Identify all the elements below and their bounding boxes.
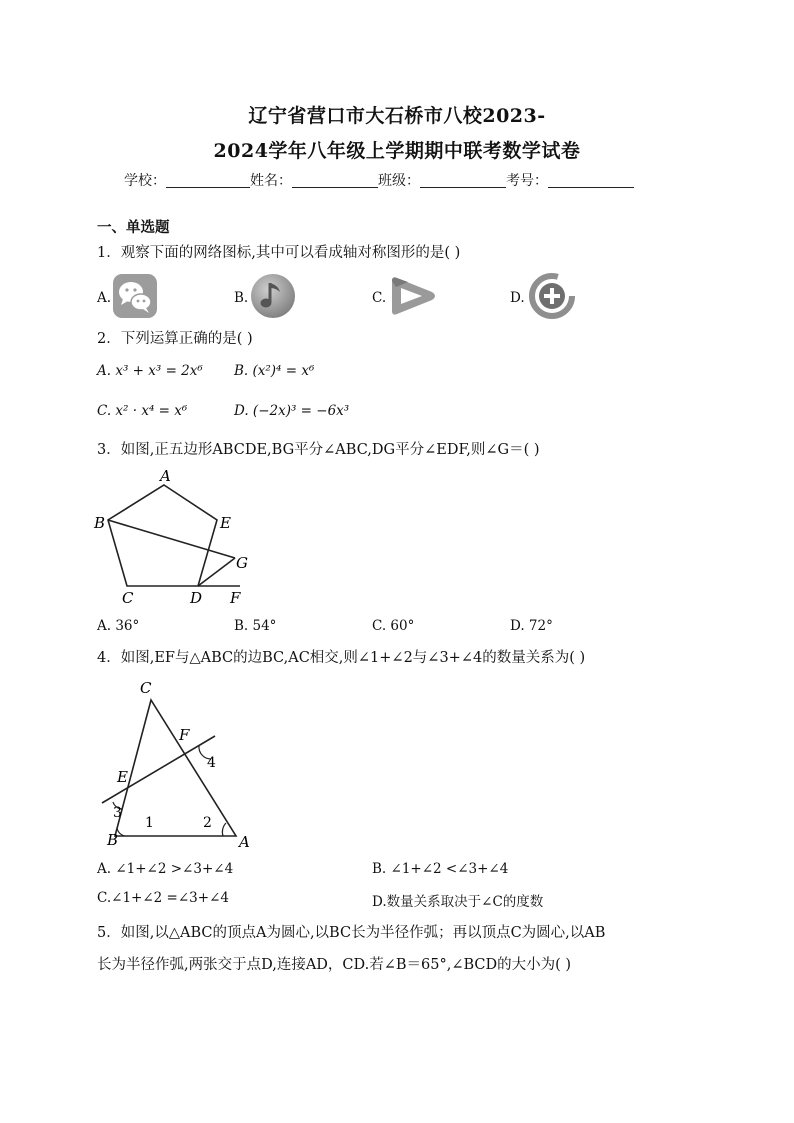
angle-label-4: 4	[207, 755, 216, 771]
triangle-abc	[115, 700, 236, 836]
name-label: 姓名：	[250, 173, 292, 189]
plus-refresh-icon	[528, 272, 574, 318]
q3-option-d: D. 72°	[510, 618, 553, 634]
number-label: 考号：	[506, 173, 548, 189]
question-4: 4．如图,EF与△ABC的边BC,AC相交,则∠1+∠2与∠3+∠4的数量关系为( )	[97, 650, 586, 666]
exam-title-line2: 2024学年八年级上学期期中联考数学试卷	[213, 140, 581, 162]
q4-option-a: A. ∠1+∠2 >∠3+∠4	[97, 861, 234, 877]
q2-option-a: A. x³ + x³ = 2x⁶	[97, 363, 203, 379]
school-label: 学校：	[124, 173, 166, 189]
label-a: A	[160, 467, 171, 485]
bisector-dg	[198, 558, 235, 586]
question-3: 3．如图,正五边形ABCDE,BG平分∠ABC,DG平分∠EDF,则∠G＝( )	[97, 442, 540, 458]
q3-option-a: A. 36°	[97, 618, 140, 634]
q1-option-c: C.	[372, 290, 387, 306]
angle-label-2: 2	[203, 815, 212, 831]
pentagon-figure	[90, 462, 260, 607]
section-heading: 一、单选题	[97, 219, 170, 236]
q2-option-b: B. (x²)⁴ = x⁶	[234, 363, 315, 379]
arc-angle-1	[117, 828, 125, 836]
exam-title-line1: 辽宁省营口市大石桥市八校2023-	[248, 105, 546, 127]
label-f2: F	[179, 726, 190, 744]
class-label: 班级：	[378, 173, 420, 189]
q2-option-c: C. x² · x⁴ = x⁶	[97, 403, 188, 419]
label-d: D	[190, 589, 203, 607]
school-blank	[166, 173, 250, 188]
q3-option-c: C. 60°	[372, 618, 415, 634]
question-1: 1．观察下面的网络图标,其中可以看成轴对称图形的是( )	[97, 245, 461, 261]
triangle-figure	[95, 672, 265, 854]
q1-option-b: B.	[234, 290, 249, 306]
wechat-icon	[112, 273, 158, 319]
label-f: F	[230, 589, 241, 607]
q2-option-d: D. (−2x)³ = −6x³	[234, 403, 350, 419]
label-e: E	[220, 514, 231, 532]
label-e2: E	[117, 768, 128, 786]
number-blank	[548, 173, 634, 188]
label-g: G	[236, 554, 248, 572]
q1-option-d: D.	[510, 290, 525, 306]
label-c: C	[122, 589, 134, 607]
label-a2: A	[239, 833, 250, 851]
q3-option-b: B. 54°	[234, 618, 277, 634]
q4-option-b: B. ∠1+∠2 <∠3+∠4	[372, 861, 509, 877]
question-2: 2．下列运算正确的是( )	[97, 331, 253, 347]
music-note-icon	[250, 273, 296, 319]
class-blank	[420, 173, 506, 188]
label-b: B	[94, 514, 106, 532]
play-icon	[388, 273, 434, 319]
student-info-row	[124, 170, 634, 190]
label-b2: B	[107, 831, 119, 849]
q1-option-a: A.	[97, 290, 112, 306]
angle-label-1: 1	[145, 815, 154, 831]
arc-angle-2	[222, 823, 226, 836]
question-5-line1: 5．如图,以△ABC的顶点A为圆心,以BC长为半径作弧；再以顶点C为圆心,以AB	[97, 925, 606, 941]
label-c2: C	[140, 679, 152, 697]
angle-label-3: 3	[113, 805, 122, 821]
q4-option-c: C.∠1+∠2 =∠3+∠4	[97, 890, 229, 906]
q4-option-d: D.数量关系取决于∠C的度数	[372, 894, 544, 910]
question-5-line2: 长为半径作弧,两张交于点D,连接AD，CD.若∠B＝65°,∠BCD的大小为( )	[97, 957, 572, 973]
name-blank	[292, 173, 378, 188]
